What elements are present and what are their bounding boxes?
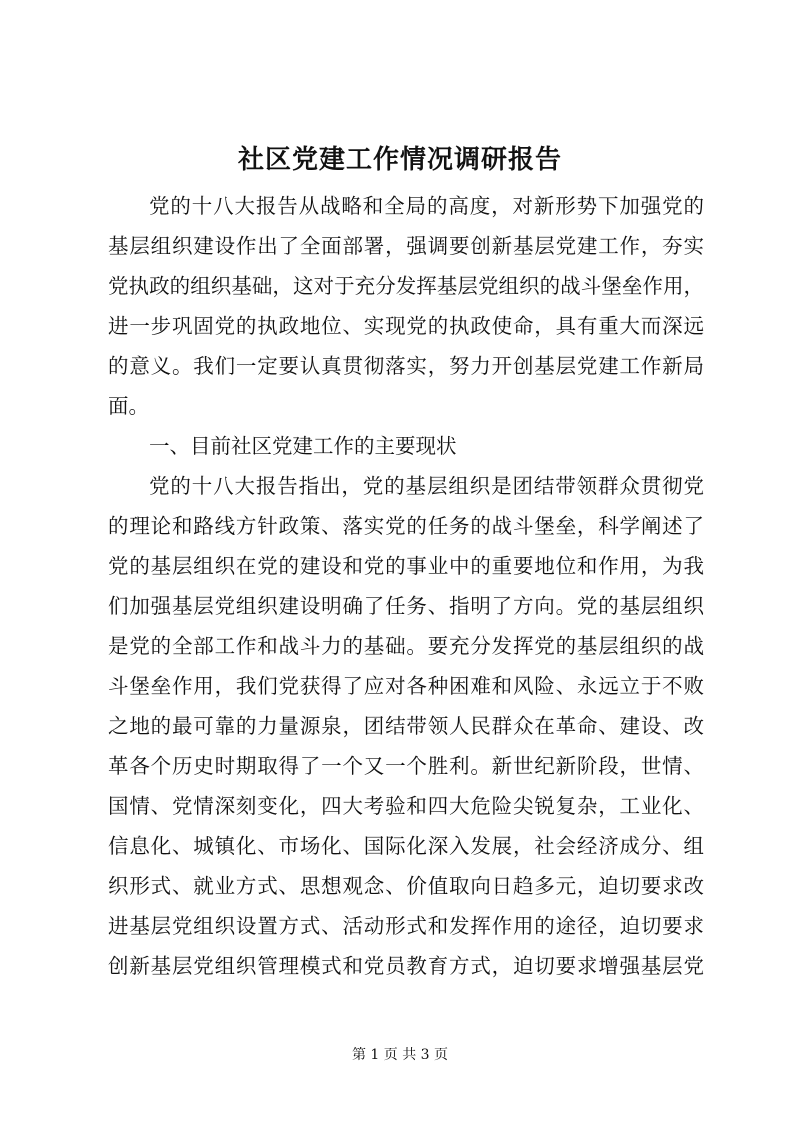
paragraph-1-line-2: 基层组织建设作出了全面部署，强调要创新基层党建工作，夯实 [108, 234, 704, 258]
paragraph-2-line-3: 党的基层组织在党的建设和党的事业中的重要地位和作用，为我 [108, 554, 704, 578]
page-footer: 第 1 页 共 3 页 [351, 1047, 449, 1063]
document-title: 社区党建工作情况调研报告 [237, 145, 562, 175]
paragraph-2-line-7: 之地的最可靠的力量源泉，团结带领人民群众在革命、建设、改 [108, 714, 704, 738]
paragraph-2-line-4: 们加强基层党组织建设明确了任务、指明了方向。党的基层组织 [108, 594, 704, 618]
paragraph-1-line-1: 党的十八大报告从战略和全局的高度，对新形势下加强党的 [149, 194, 704, 218]
paragraph-2-line-13: 创新基层党组织管理模式和党员教育方式，迫切要求增强基层党 [108, 954, 704, 978]
paragraph-2-line-10: 信息化、城镇化、市场化、国际化深入发展，社会经济成分、组 [108, 834, 704, 858]
paragraph-1-line-3: 党执政的组织基础，这对于充分发挥基层党组织的战斗堡垒作用， [108, 274, 704, 298]
paragraph-2-line-5: 是党的全部工作和战斗力的基础。要充分发挥党的基层组织的战 [108, 634, 704, 658]
paragraph-2-line-9: 国情、党情深刻变化，四大考验和四大危险尖锐复杂，工业化、 [108, 794, 704, 818]
section-heading: 一、目前社区党建工作的主要现状 [149, 434, 457, 458]
paragraph-1-line-5: 的意义。我们一定要认真贯彻落实，努力开创基层党建工作新局 [108, 354, 704, 378]
paragraph-2-line-8: 革各个历史时期取得了一个又一个胜利。新世纪新阶段，世情、 [108, 754, 704, 778]
paragraph-1-line-6: 面。 [108, 394, 149, 418]
paragraph-2-line-2: 的理论和路线方针政策、落实党的任务的战斗堡垒，科学阐述了 [108, 514, 704, 538]
paragraph-2-line-11: 织形式、就业方式、思想观念、价值取向日趋多元，迫切要求改 [108, 874, 704, 898]
paragraph-2-line-1: 党的十八大报告指出，党的基层组织是团结带领群众贯彻党 [149, 474, 704, 498]
paragraph-2-line-6: 斗堡垒作用，我们党获得了应对各种困难和风险、永远立于不败 [108, 674, 704, 698]
paragraph-1-line-4: 进一步巩固党的执政地位、实现党的执政使命，具有重大而深远 [108, 314, 704, 338]
document-body [108, 186, 704, 986]
paragraph-2-line-12: 进基层党组织设置方式、活动形式和发挥作用的途径，迫切要求 [108, 914, 704, 938]
